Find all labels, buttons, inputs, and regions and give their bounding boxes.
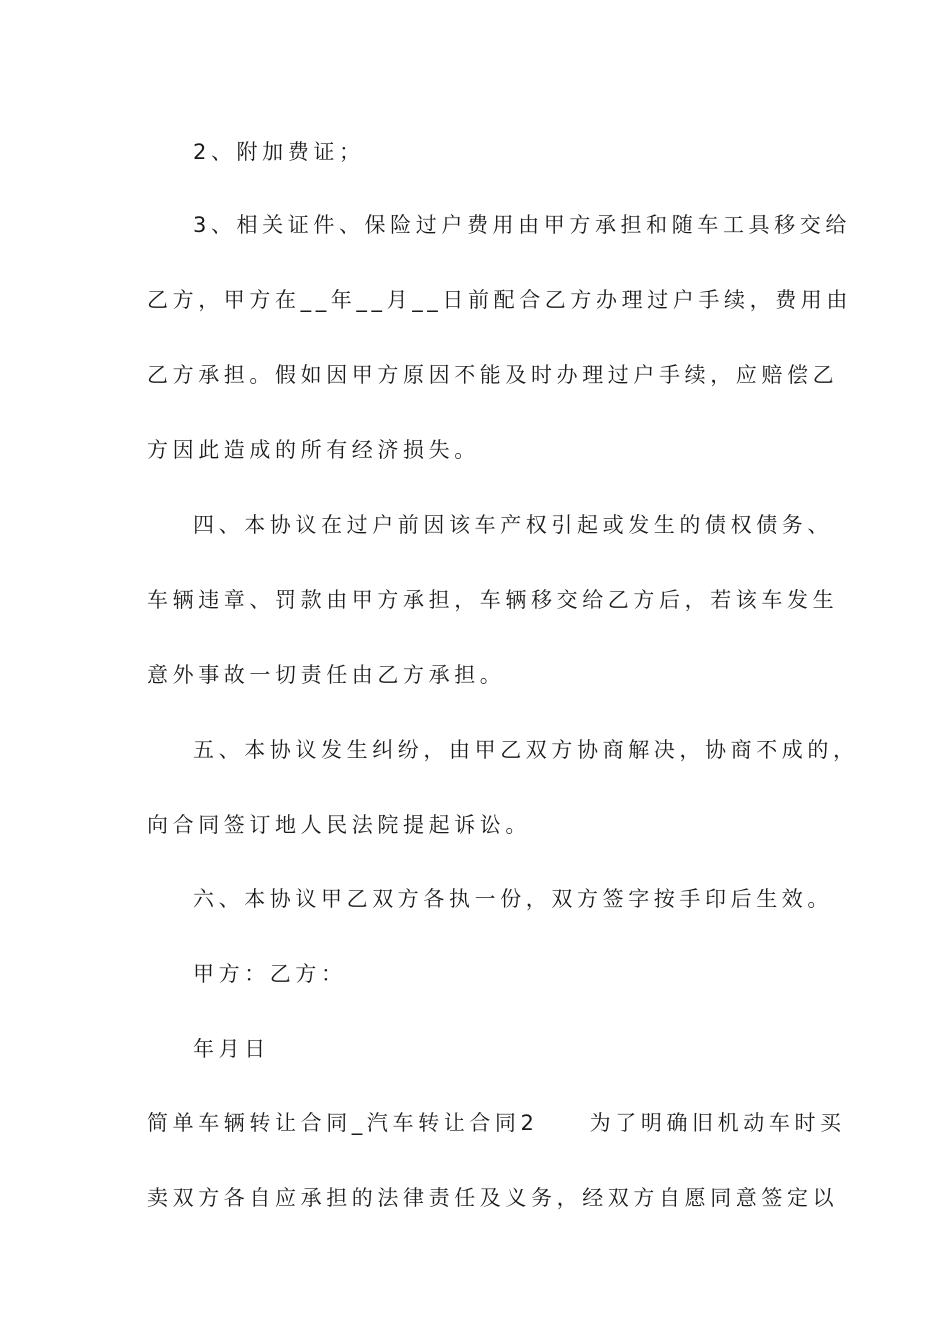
second-contract-line-1: 简单车辆转让合同_汽车转让合同2 为了明确旧机动车时买 (147, 1111, 846, 1135)
clause-documents-line-3: 乙方承担。假如因甲方原因不能及时办理过户手续，应赔偿乙 (147, 363, 839, 387)
signature-parties: 甲方：乙方： (193, 962, 347, 986)
clause-documents-line-4: 方因此造成的所有经济损失。 (147, 438, 480, 462)
clause-attachment-fee-certificate: 2、附加费证； (193, 140, 365, 164)
clause-documents-line-1: 3、相关证件、保险过户费用由甲方承担和随车工具移交给 (193, 213, 851, 237)
second-contract-line-2: 卖双方各自应承担的法律责任及义务，经双方自愿同意签定以 (147, 1186, 839, 1210)
clause-five-line-1: 五、本协议发生纠纷，由甲乙双方协商解决，协商不成的， (193, 738, 859, 762)
clause-documents-line-2: 乙方，甲方在__年__月__日前配合乙方办理过户手续，费用由 (147, 288, 852, 312)
clause-four-line-3: 意外事故一切责任由乙方承担。 (147, 663, 506, 687)
clause-four-line-1: 四、本协议在过户前因该车产权引起或发生的债权债务、 (193, 513, 833, 537)
clause-six: 六、本协议甲乙双方各执一份，双方签字按手印后生效。 (193, 887, 833, 911)
signature-date: 年月日 (193, 1037, 270, 1061)
clause-five-line-2: 向合同签订地人民法院提起诉讼。 (147, 813, 531, 837)
clause-four-line-2: 车辆违章、罚款由甲方承担，车辆移交给乙方后，若该车发生 (147, 588, 839, 612)
